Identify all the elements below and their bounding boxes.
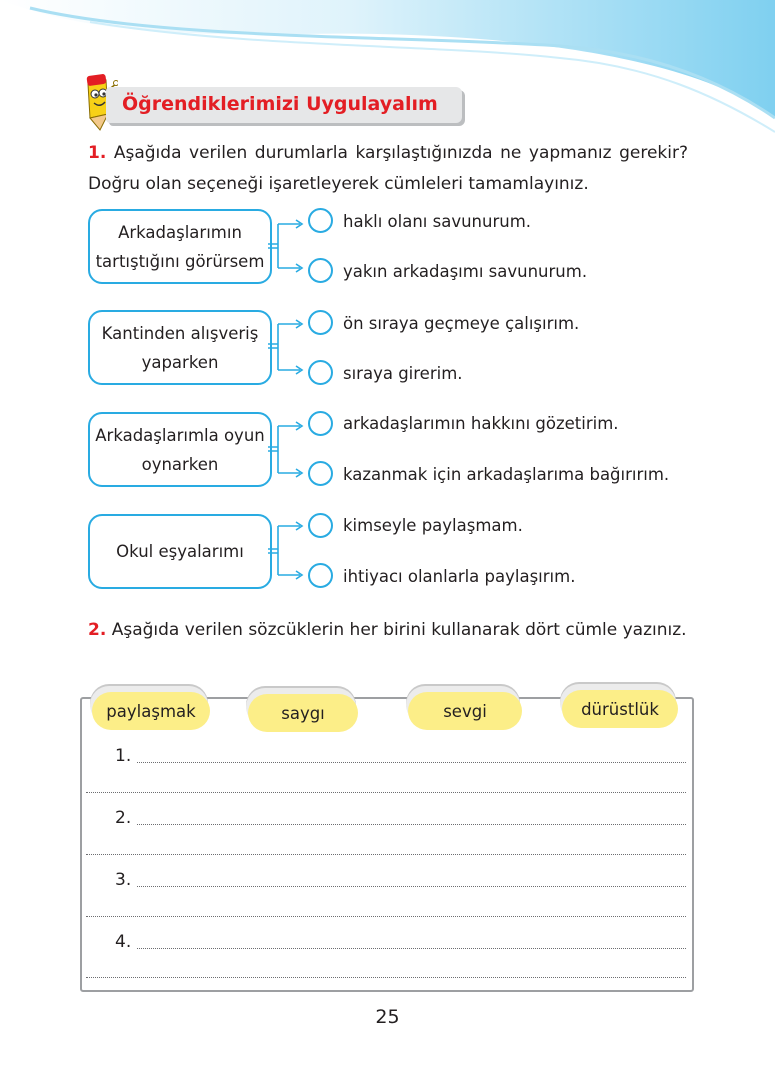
- connector-4: [268, 522, 302, 579]
- word-pill-1: [92, 692, 210, 730]
- answer-line[interactable]: [137, 824, 686, 825]
- option-text: kazanmak için arkadaşlarıma bağırırım.: [343, 465, 670, 484]
- line-number: 4.: [115, 932, 132, 952]
- question-1-number: 1.: [88, 143, 107, 163]
- option-checkbox[interactable]: [308, 411, 333, 436]
- answer-line[interactable]: [86, 977, 686, 978]
- line-number: 2.: [115, 808, 132, 828]
- question-2-number: 2.: [88, 620, 107, 640]
- option-checkbox[interactable]: [308, 563, 333, 588]
- connector-3: [268, 422, 302, 477]
- option-text: haklı olanı savunurum.: [343, 212, 532, 231]
- option-text: ön sıraya geçmeye çalışırım.: [343, 314, 580, 333]
- option-text: sıraya girerim.: [343, 364, 463, 383]
- option-checkbox[interactable]: [308, 258, 333, 283]
- page-number: 25: [375, 1006, 400, 1028]
- answer-line[interactable]: [137, 948, 686, 949]
- word-label: sevgi: [443, 701, 487, 721]
- option-text: kimseyle paylaşmam.: [343, 516, 523, 535]
- answer-line[interactable]: [86, 854, 686, 855]
- situation-label: Arkadaşlarımla oyun oynarken: [95, 425, 265, 474]
- question-2-text: Aşağıda verilen sözcüklerin her birini kullanarak dört cümle yazınız.: [111, 620, 687, 640]
- line-number: 3.: [115, 870, 132, 890]
- section-title: Öğrendiklerimizi Uygulayalım: [122, 93, 438, 115]
- word-label: saygı: [281, 703, 325, 723]
- answer-line[interactable]: [86, 916, 686, 917]
- line-number: 1.: [115, 746, 132, 766]
- word-pill-2: [248, 694, 358, 732]
- question-1: [88, 138, 688, 200]
- option-checkbox[interactable]: [308, 360, 333, 385]
- word-pill-3: [408, 692, 522, 730]
- option-text: yakın arkadaşımı savunurum.: [343, 262, 588, 281]
- situation-box-1: [88, 209, 272, 284]
- answer-line[interactable]: [137, 762, 686, 763]
- option-text: ihtiyacı olanlarla paylaşırım.: [343, 567, 576, 586]
- option-checkbox[interactable]: [308, 513, 333, 538]
- word-label: dürüstlük: [581, 699, 659, 719]
- option-checkbox[interactable]: [308, 310, 333, 335]
- option-text: arkadaşlarımın hakkını gözetirim.: [343, 414, 619, 433]
- answer-line[interactable]: [86, 792, 686, 793]
- word-label: paylaşmak: [106, 701, 196, 721]
- situation-box-4: [88, 514, 272, 589]
- connector-2: [268, 320, 302, 374]
- situation-box-2: [88, 310, 272, 385]
- situation-label: Kantinden alışveriş yaparken: [101, 323, 259, 372]
- answer-line[interactable]: [137, 886, 686, 887]
- question-1-text: Aşağıda verilen durumlarla karşılaştığınızda ne yapmanız gerekir? Doğru olan seçeneği işaretleyerek cümleleri tamamlayınız.: [88, 143, 689, 194]
- word-pill-4: [562, 690, 678, 728]
- situation-label: Okul eşyalarımı: [116, 542, 244, 561]
- connector-1: [268, 220, 302, 272]
- situation-box-3: [88, 412, 272, 487]
- option-checkbox[interactable]: [308, 461, 333, 486]
- question-2: [88, 615, 688, 646]
- situation-label: Arkadaşlarımın tartıştığını görürsem: [95, 222, 265, 271]
- option-checkbox[interactable]: [308, 208, 333, 233]
